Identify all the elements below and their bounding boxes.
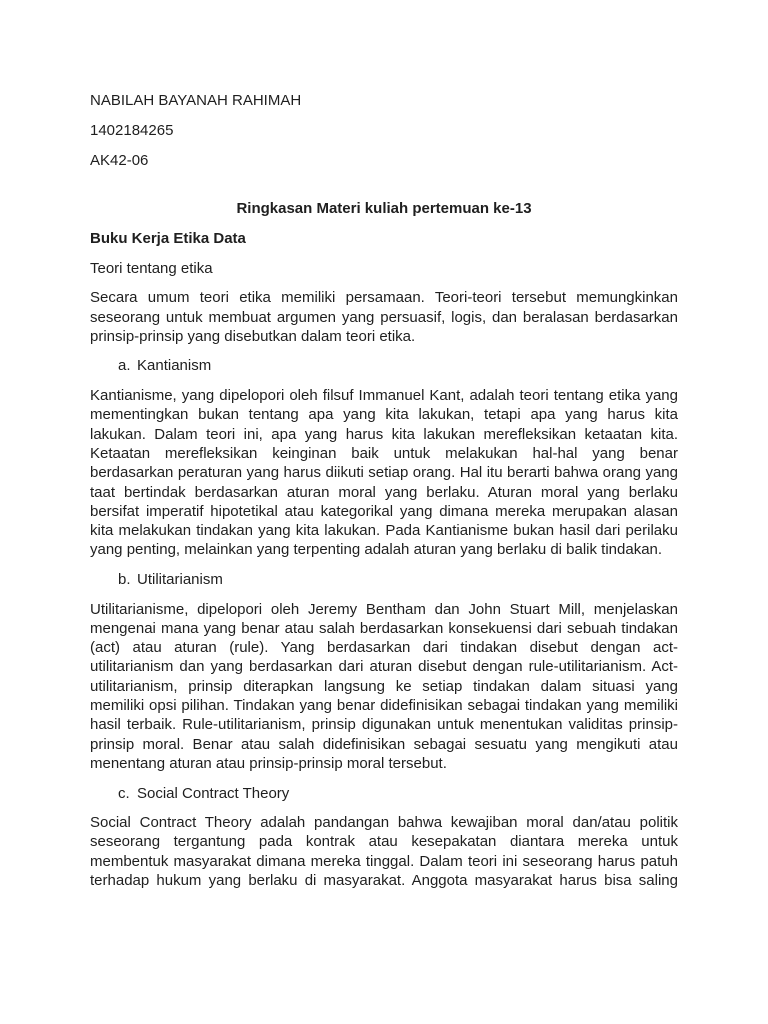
- document-title: Ringkasan Materi kuliah pertemuan ke-13: [236, 200, 532, 218]
- paragraph-line: Utilitarianisme, dipelopori oleh Jeremy Bentham dan John Stuart Mill, menjelaskan: [90, 600, 678, 618]
- paragraph-line: Kantianisme, yang dipelopori oleh filsuf Immanuel Kant, adalah teori tentang etika yang: [90, 387, 678, 405]
- list-item-utilitarianism: [90, 570, 678, 589]
- list-marker: c.: [118, 784, 130, 802]
- list-marker: b.: [118, 571, 131, 588]
- paragraph-line: seseorang untuk membuat argumen yang persuasif, logis, dan beralasan berdasarkan: [90, 308, 678, 326]
- intro-paragraph: [90, 288, 678, 346]
- paragraph-line: lakukan. Dalam teori ini, apa yang harus kita lakukan merefleksikan ketaatan kita.: [90, 425, 678, 443]
- paragraph-line: membentuk masyarakat dimana mereka tinggal. Dalam teori ini seseorang harus patuh: [90, 852, 678, 870]
- paragraph-line: berdasarkan peraturan yang harus diikuti setiap orang. Hal itu berarti bahwa orang yang: [90, 464, 678, 482]
- paragraph-line: yang penting, melainkan yang terpenting adalah aturan yang berlaku di balik tindakan.: [90, 541, 663, 559]
- paragraph-line: seseorang tergantung pada kontrak atau kesepakatan diantara mereka untuk: [90, 833, 678, 851]
- paragraph-line: (act) atau aturan (rule). Yang berdasarkan dari tindakan disebut dengan act-: [90, 639, 678, 657]
- paragraph-line: Ketaatan merefleksikan keinginan baik untuk melakukan hal-hal yang benar: [90, 444, 678, 462]
- kantianism-paragraph: [90, 386, 678, 560]
- paragraph-line: taat bertindak berdasarkan aturan moral yang berlaku. Aturan moral yang berlaku: [90, 483, 678, 501]
- paragraph-line: terhadap hukum yang berlaku di masyarakat. Anggota masyarakat harus bisa saling: [90, 872, 678, 890]
- paragraph-line: mementingkan bukan tentang apa yang kita lakukan, tetapi apa yang harus kita: [90, 406, 678, 424]
- paragraph-line: utilitarianism dan yang berdasarkan dari aturan disebut dengan rule-utilitarianism. Act-: [90, 658, 678, 676]
- student-id: 1402184265: [90, 121, 174, 139]
- paragraph-line: utilitarianism, prinsip diterapkan langsung ke setiap tindakan dalam situasi yang: [90, 677, 678, 695]
- paragraph-line: Social Contract Theory adalah pandangan bahwa kewajiban moral dan/atau politik: [90, 814, 678, 832]
- paragraph-line: memiliki opsi pilihan. Tindakan yang benar didefinisikan sebagai tindakan yang memiliki: [90, 697, 678, 715]
- paragraph-line: prinsip moral. Benar atau salah didefinisikan sebagai sesuatu yang mengikuti atau: [90, 735, 678, 753]
- paragraph-line: Secara umum teori etika memiliki persamaan. Teori-teori tersebut memungkinkan: [90, 289, 678, 307]
- paragraph-line: prinsip-prinsip yang disebutkan dalam teori etika.: [90, 327, 416, 345]
- book-title: Buku Kerja Etika Data: [90, 230, 246, 248]
- paragraph-line: hasil terbaik. Rule-utilitarianism, prinsip digunakan untuk menentukan validitas prinsip-: [90, 716, 678, 734]
- paragraph-line: menentang aturan atau prinsip-prinsip moral tersebut.: [90, 754, 447, 772]
- list-item-kantianism: [90, 356, 678, 375]
- list-item-label: Social Contract Theory: [137, 784, 290, 802]
- paragraph-line: bersifat imperatif hipotetikal atau kategorikal yang dimana mereka merupakan alasan: [90, 502, 678, 520]
- list-item-social-contract-theory: [90, 784, 678, 803]
- paragraph-line: kita melakukan tindakan yang kita lakukan. Pada Kantianisme bukan hasil dari perilaku: [90, 522, 678, 540]
- section-heading: Teori tentang etika: [90, 259, 213, 277]
- author-name: NABILAH BAYANAH RAHIMAH: [90, 92, 302, 110]
- list-marker: a.: [118, 357, 131, 375]
- social-contract-paragraph: [90, 813, 678, 890]
- list-item-label: Kantianism: [137, 357, 212, 375]
- paragraph-line: mengenai mana yang benar atau salah berdasarkan konsekuensi dari sebuah tindakan: [90, 619, 678, 637]
- class-code: AK42-06: [90, 151, 149, 169]
- utilitarianism-paragraph: [90, 600, 678, 774]
- list-item-label: Utilitarianism: [137, 571, 223, 588]
